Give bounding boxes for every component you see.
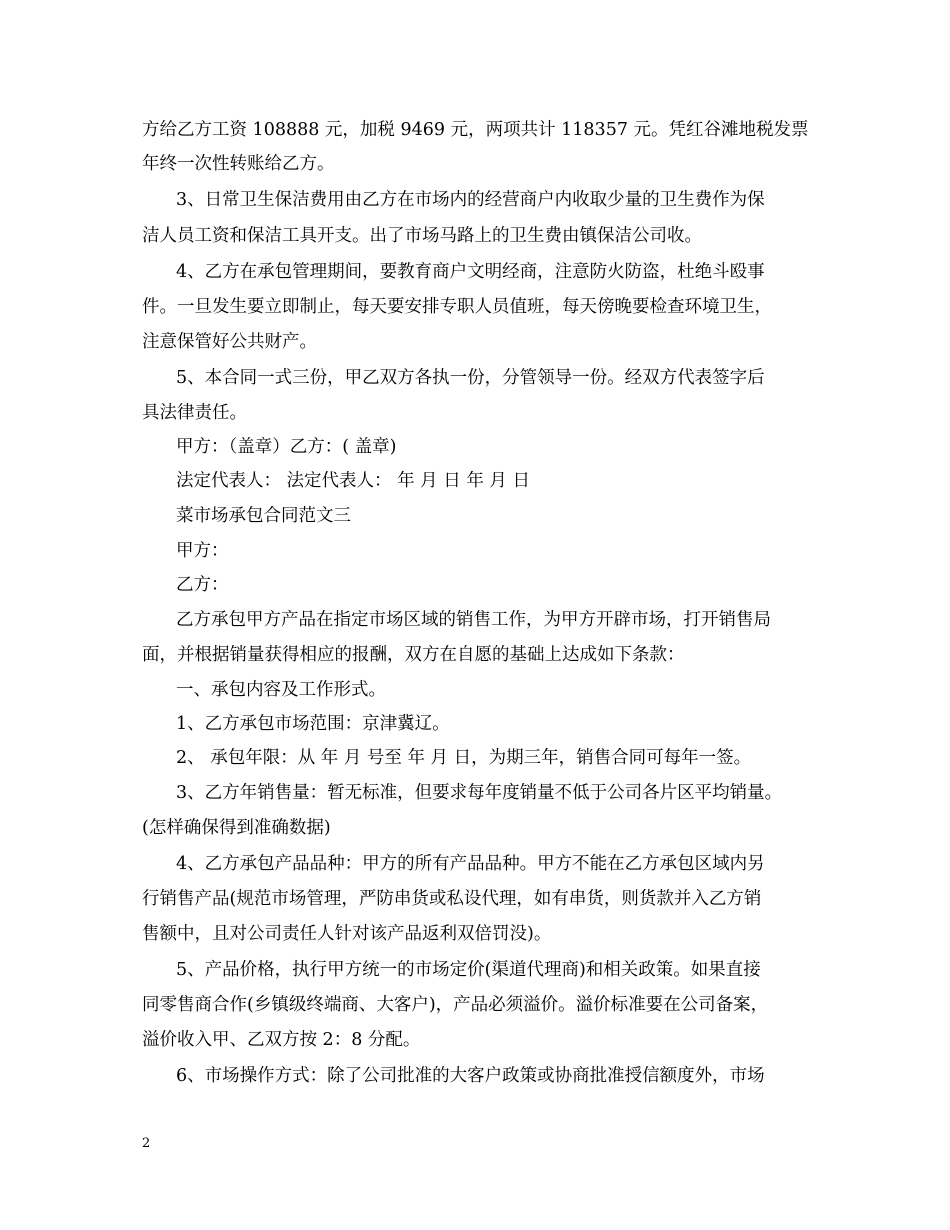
text-line-24: 售额中，且对公司责任人针对该产品返利双倍罚没)。 (142, 924, 552, 944)
text-line-8: 5、本合同一式三份，甲乙双方各执一份，分管领导一份。经双方代表签字后 (176, 368, 765, 388)
text-line-1: 方给乙方工资 108888 元，加税 9469 元，两项共计 118357 元。凭红谷滩地税发票 (142, 120, 809, 140)
text-line-28: 6、市场操作方式：除了公司批准的大客户政策或协商批准授信额度外，市场 (176, 1066, 765, 1086)
text-line-26: 同零售商合作(乡镇级终端商、大客户)，产品必须溢价。溢价标准要在公司备案， (142, 995, 769, 1015)
text-line-5: 4、乙方在承包管理期间，要教育商户文明经商，注意防火防盗，杜绝斗殴事 (176, 262, 765, 282)
text-line-20: 3、乙方年销售量：暂无标准，但要求每年度销量不低于公司各片区平均销量。 (176, 783, 783, 803)
text-line-18: 1、乙方承包市场范围：京津冀辽。 (176, 714, 450, 734)
text-line-6: 件。一旦发生要立即制止，每天要安排专职人员值班，每天傍晚要检查环境卫生， (142, 297, 772, 317)
text-line-10: 甲方：（盖章）乙方：( 盖章) (176, 437, 397, 457)
text-line-23: 行销售产品(规范市场管理，严防串货或私设代理，如有串货，则货款并入乙方销 (142, 889, 762, 909)
text-line-17: 一、承包内容及工作形式。 (176, 680, 386, 700)
text-line-15: 乙方承包甲方产品在指定市场区域的销售工作，为甲方开辟市场，打开销售局 (176, 610, 771, 630)
text-line-14: 乙方： (176, 575, 229, 595)
text-line-25: 5、产品价格，执行甲方统一的市场定价(渠道代理商)和相关政策。如果直接 (176, 960, 761, 980)
text-line-2: 年终一次性转账给乙方。 (142, 154, 335, 174)
text-line-11: 法定代表人： 法定代表人： 年 月 日 年 月 日 (176, 471, 530, 491)
text-line-16: 面，并根据销量获得相应的报酬，双方在自愿的基础上达成如下条款： (142, 645, 685, 665)
text-line-19: 2、 承包年限：从 年 月 号至 年 月 日，为期三年，销售合同可每年一签。 (176, 748, 752, 768)
text-line-21: (怎样确保得到准确数据) (142, 818, 331, 838)
text-line-27: 溢价收入甲、乙双方按 2：8 分配。 (142, 1030, 421, 1050)
page-number: 2 (142, 1136, 151, 1151)
text-line-12: 菜市场承包合同范文三 (176, 506, 351, 526)
text-line-7: 注意保管好公共财产。 (142, 332, 317, 352)
text-line-4: 洁人员工资和保洁工具开支。出了市场马路上的卫生费由镇保洁公司收。 (142, 226, 702, 246)
text-line-9: 具法律责任。 (142, 403, 247, 423)
text-line-13: 甲方： (176, 541, 229, 561)
text-line-22: 4、乙方承包产品品种：甲方的所有产品品种。甲方不能在乙方承包区域内另 (176, 854, 765, 874)
text-line-3: 3、日常卫生保洁费用由乙方在市场内的经营商户内收取少量的卫生费作为保 (176, 190, 765, 210)
